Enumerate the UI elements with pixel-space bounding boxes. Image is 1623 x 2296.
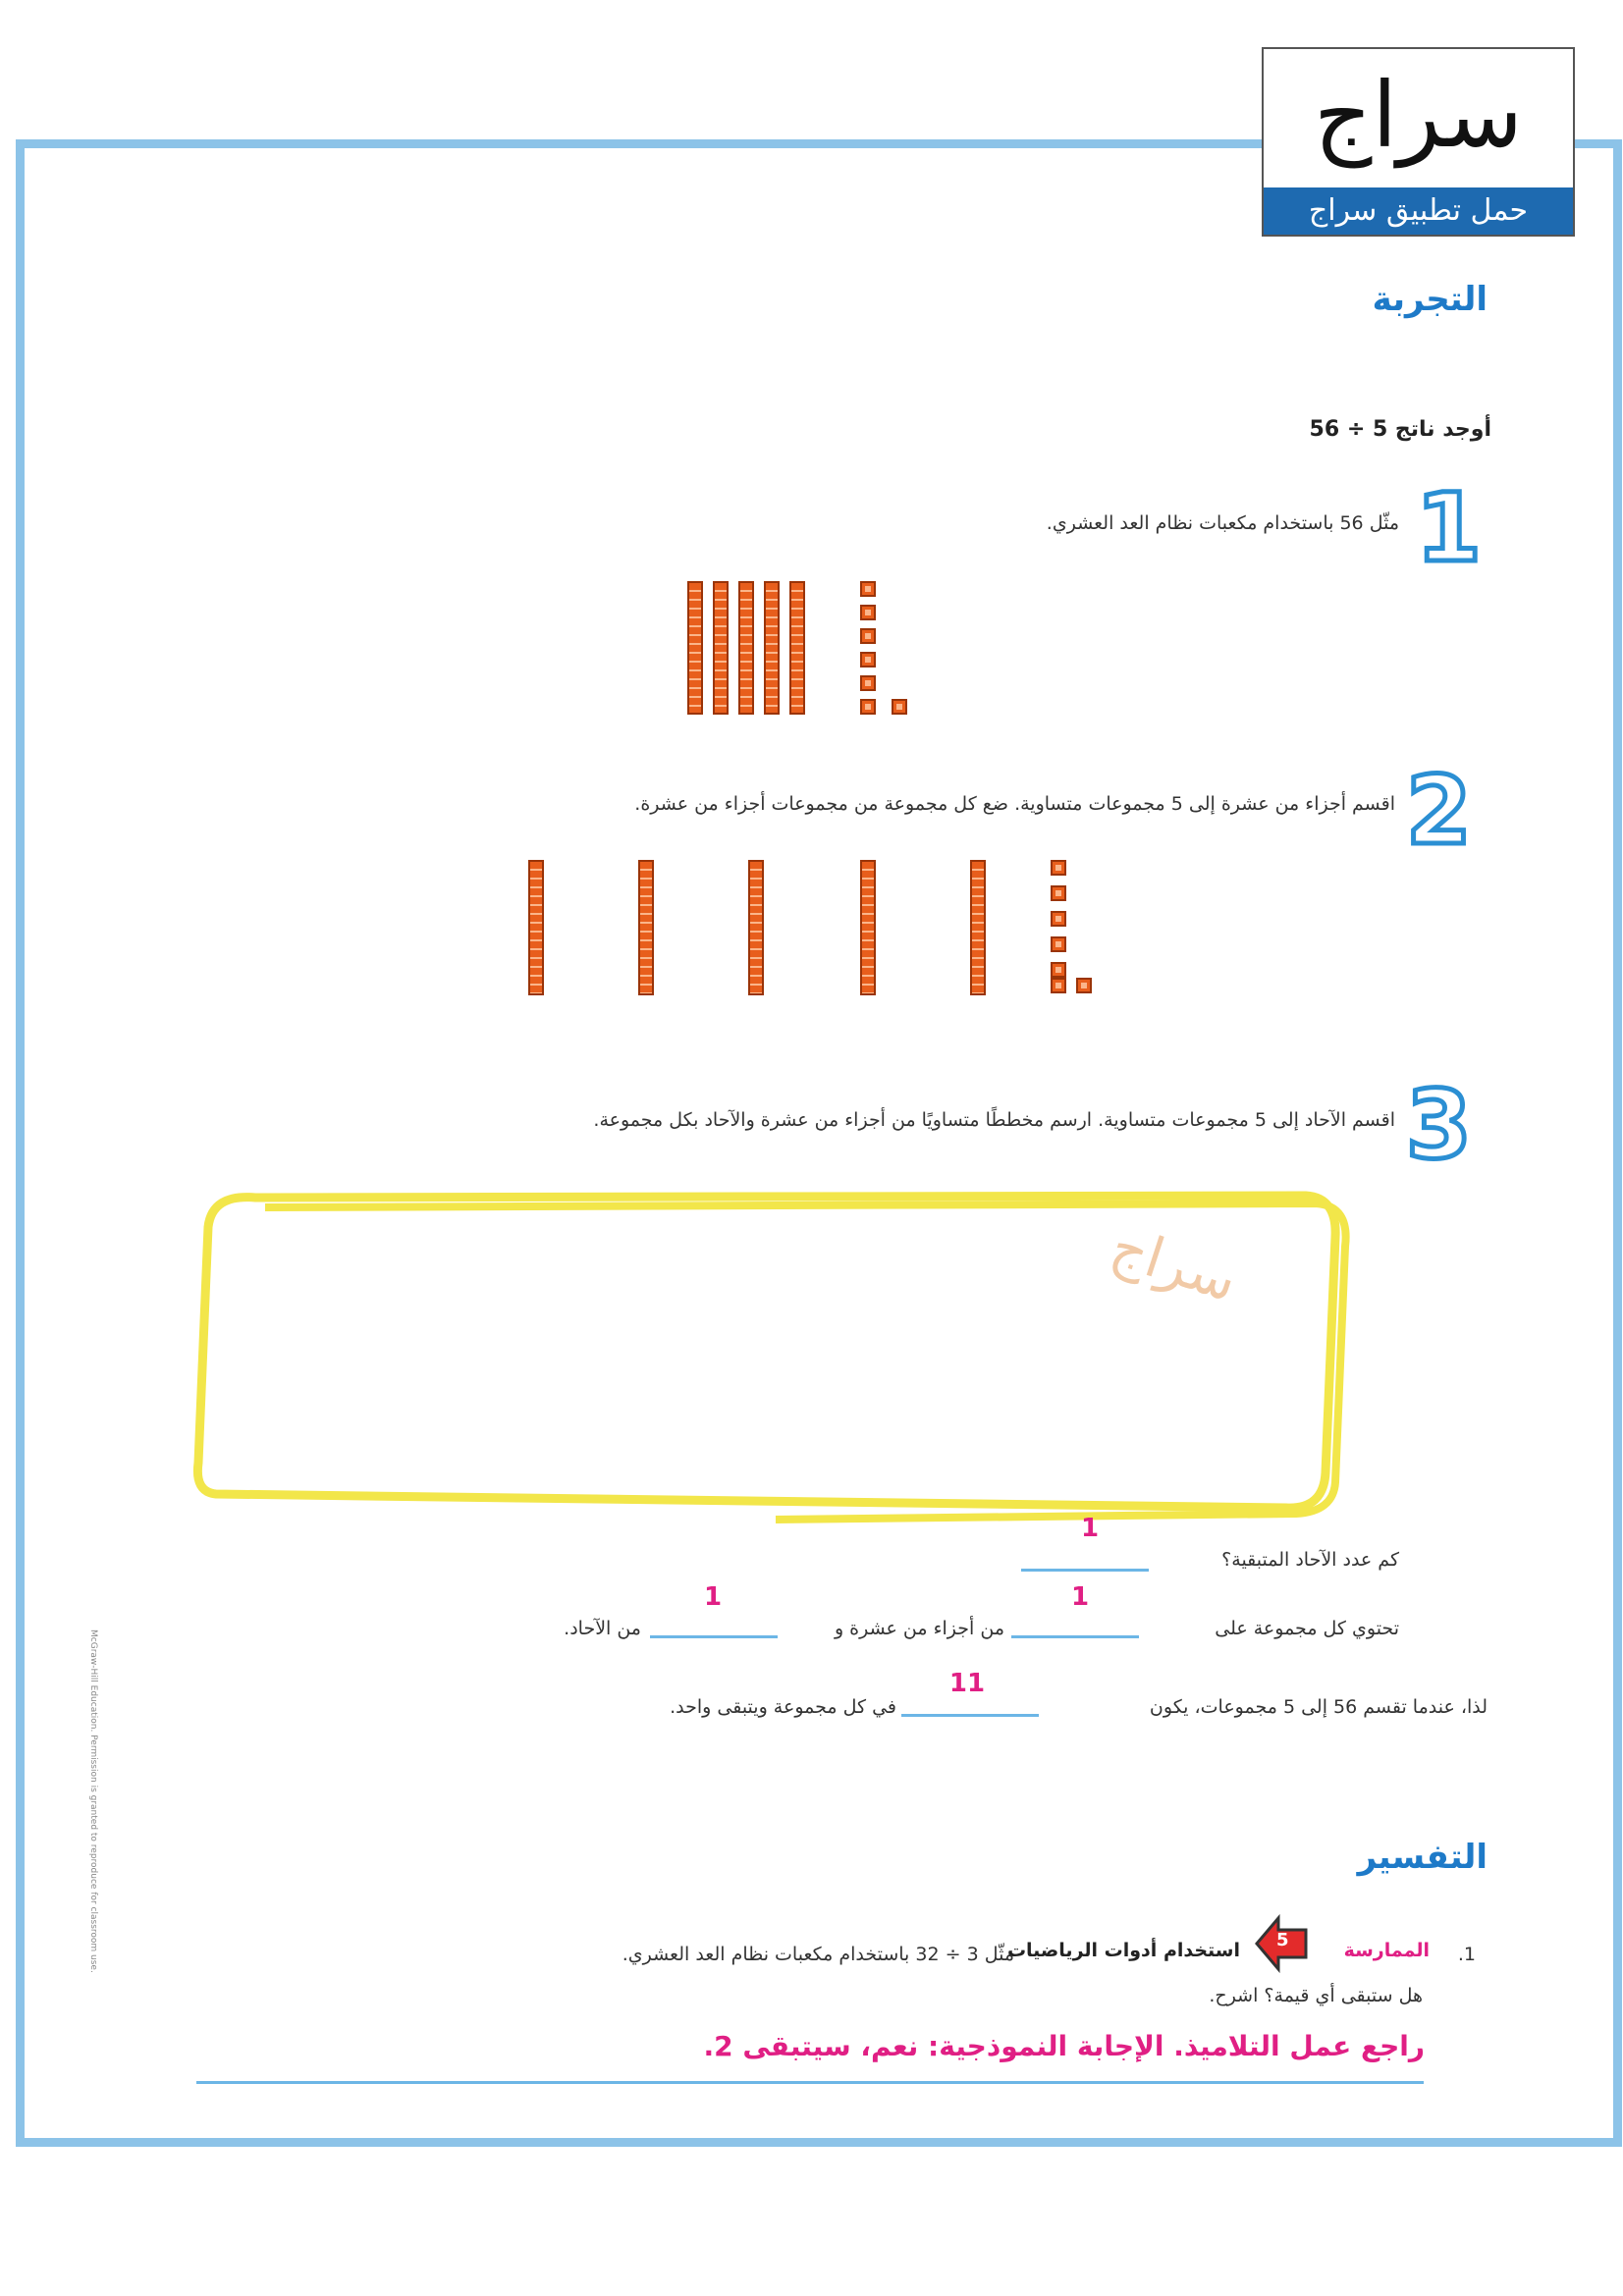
ten-rod xyxy=(789,581,805,715)
ten-rod xyxy=(860,860,876,995)
unit-cube xyxy=(860,699,876,715)
q2-text-b: من أجزاء من عشرة و xyxy=(834,1618,1004,1639)
step-2-text: اقسم أجزاء من عشرة إلى 5 مجموعات متساوية. ضع كل مجموعة من مجموعات أجزاء من عشرة. xyxy=(634,793,1395,815)
unit-cube xyxy=(860,581,876,597)
step-3-number: 3 xyxy=(1406,1070,1472,1180)
drawing-box[interactable] xyxy=(187,1178,1414,1531)
ten-rod xyxy=(738,581,754,715)
unit-cube xyxy=(860,628,876,644)
q1-answer: 1 xyxy=(1080,1514,1100,1543)
unit-cube xyxy=(860,652,876,667)
q3-text-a: لذا، عندما تقسم 56 إلى 5 مجموعات، يكون xyxy=(1149,1696,1488,1718)
exercise-answer: راجع عمل التلاميذ. الإجابة النموذجية: نعم، سيتبقى 2. xyxy=(703,2030,1425,2062)
q2-answer-a-line[interactable] xyxy=(1011,1635,1139,1638)
answer-underline xyxy=(196,2081,1424,2084)
q1-answer-line[interactable] xyxy=(1021,1569,1149,1572)
exercise-question: هل ستبقى أي قيمة؟ اشرح. xyxy=(1209,1985,1423,2006)
ten-rod xyxy=(748,860,764,995)
q2-answer-a: 1 xyxy=(1070,1582,1090,1612)
ten-rod xyxy=(528,860,544,995)
unit-cube xyxy=(1051,936,1066,952)
unit-cube xyxy=(1076,978,1092,993)
logo-word: سراج xyxy=(1314,63,1523,168)
q3-text-b: في كل مجموعة ويتبقى واحد. xyxy=(670,1696,896,1718)
ten-rod xyxy=(638,860,654,995)
exercise-number: 1. xyxy=(1457,1944,1476,1965)
practice-label: الممارسة xyxy=(1343,1940,1430,1961)
q3-answer-line[interactable] xyxy=(901,1714,1039,1717)
step-1-text: مثّل 56 باستخدام مكعبات نظام العد العشري. xyxy=(1046,512,1399,534)
ten-rod xyxy=(713,581,729,715)
unit-cube xyxy=(860,605,876,620)
ten-rod xyxy=(687,581,703,715)
heading-explain: التفسير xyxy=(1357,1838,1488,1877)
task-title: أوجد ناتج 5 ÷ 56 xyxy=(1309,417,1491,442)
unit-cube xyxy=(1051,911,1066,927)
q2-text-c: من الآحاد. xyxy=(564,1618,641,1639)
unit-cube xyxy=(1051,962,1066,978)
heading-experiment: التجربة xyxy=(1372,280,1488,319)
unit-cube xyxy=(892,699,907,715)
logo-tagline: حمل تطبيق سراج xyxy=(1264,187,1573,235)
siraj-logo xyxy=(1262,47,1575,237)
ten-rod xyxy=(764,581,780,715)
step-3-text: اقسم الآحاد إلى 5 مجموعات متساوية. ارسم مخططًا متساويًا من أجزاء من عشرة والآحاد بكل مجموعة. xyxy=(593,1109,1395,1131)
tools-label: استخدام أدوات الرياضيات xyxy=(1006,1940,1240,1961)
copyright-note: McGraw-Hill Education. Permission is granted to reproduce for classroom use. xyxy=(88,1629,98,1973)
stamp-watermark: سراج xyxy=(1104,1214,1245,1315)
unit-cube xyxy=(1051,978,1066,993)
ten-rod xyxy=(970,860,986,995)
exercise-text: مثّل 3 ÷ 32 باستخدام مكعبات نظام العد العشري. xyxy=(622,1944,1014,1965)
q2-text-a: تحتوي كل مجموعة على xyxy=(1215,1618,1399,1639)
q3-answer: 11 xyxy=(948,1669,986,1698)
unit-cube xyxy=(1051,885,1066,901)
unit-cube xyxy=(1051,860,1066,876)
q1-text: كم عدد الآحاد المتبقية؟ xyxy=(1221,1549,1399,1571)
step-1-number: 1 xyxy=(1416,473,1482,583)
q2-answer-b: 1 xyxy=(703,1582,723,1612)
practice-badge-number: 5 xyxy=(1276,1930,1289,1950)
unit-cube xyxy=(860,675,876,691)
step-2-number: 2 xyxy=(1406,756,1472,866)
q2-answer-b-line[interactable] xyxy=(650,1635,778,1638)
